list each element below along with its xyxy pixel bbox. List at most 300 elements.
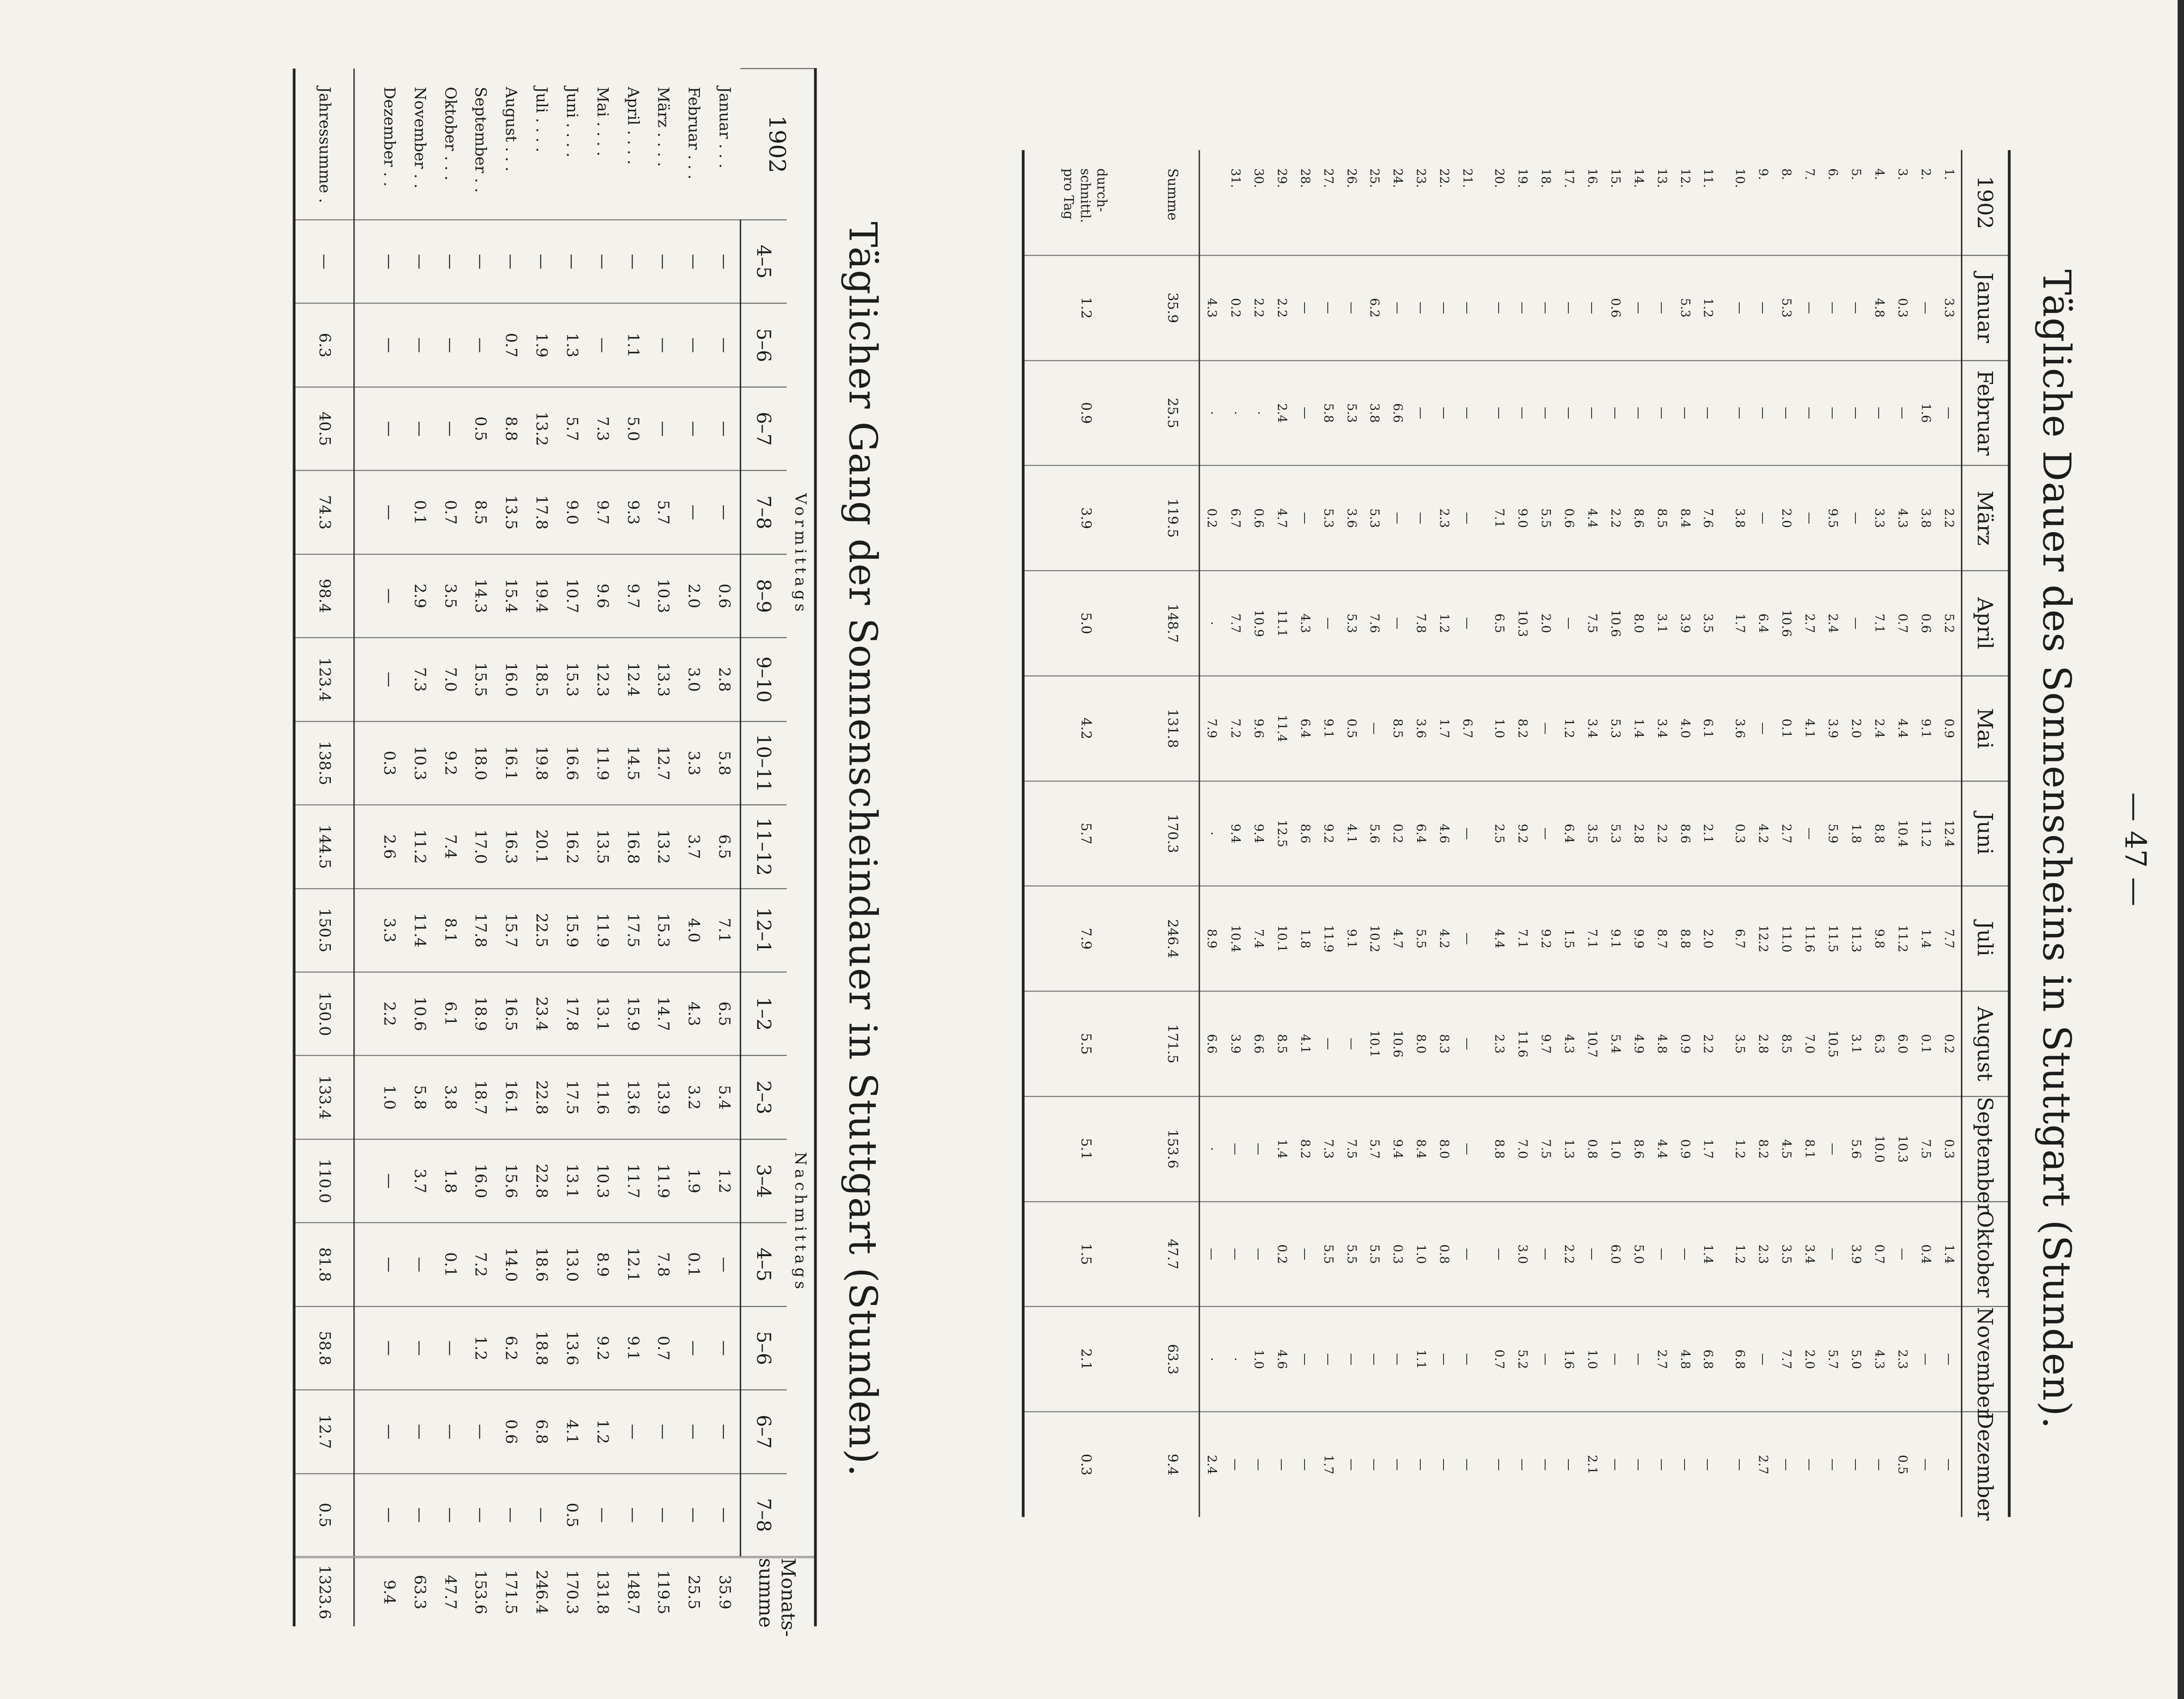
spacer-cell <box>1479 360 1488 466</box>
day-label: 20. <box>1492 168 1506 188</box>
value-cell: 20.1 <box>526 805 557 888</box>
value-cell: — <box>1557 255 1580 360</box>
monthly-sum-cell: 47.7 <box>435 1557 466 1627</box>
value-cell: — <box>1386 1307 1409 1412</box>
value-cell: 8.5 <box>1270 991 1293 1097</box>
value-cell: — <box>1627 1307 1650 1412</box>
value-cell: 8.6 <box>1293 781 1316 886</box>
value-cell: 1.0 <box>1603 1096 1627 1201</box>
value-cell: 4.2 <box>1752 781 1775 886</box>
day-label: 31. <box>1228 168 1243 188</box>
value-cell: — <box>1844 1412 1867 1517</box>
value-cell: 7.1 <box>709 888 740 972</box>
value-cell: 4.1 <box>1798 676 1821 781</box>
table-row <box>1603 150 1627 1517</box>
annual-total-cell: 110.0 <box>294 1139 355 1222</box>
value-cell: 3.5 <box>435 554 466 637</box>
value-cell: 8.0 <box>1433 1096 1456 1201</box>
value-cell: — <box>1867 1412 1891 1517</box>
value-cell: 11.9 <box>1316 886 1340 991</box>
value-cell: 13.0 <box>557 1223 587 1306</box>
value-cell: 5.3 <box>1603 676 1627 781</box>
month-label: Juni . . . . <box>563 87 581 158</box>
value-cell: 8.5 <box>1775 991 1798 1097</box>
value-cell: 7.7 <box>1775 1307 1798 1412</box>
value-cell: — <box>648 1473 678 1557</box>
value-cell: 11.4 <box>405 888 435 972</box>
value-cell: 22.8 <box>526 1139 557 1222</box>
value-cell: — <box>1937 1307 1962 1412</box>
value-cell: 2.3 <box>1891 1307 1914 1412</box>
value-cell: 9.6 <box>587 554 618 637</box>
day-label: 22. <box>1437 168 1451 188</box>
value-cell: — <box>1914 1412 1937 1517</box>
table-row <box>526 69 557 1627</box>
value-cell: 5.3 <box>1316 466 1340 571</box>
day-label: 24. <box>1390 168 1405 188</box>
value-cell: 7.7 <box>1937 886 1962 991</box>
value-cell: 7.4 <box>1247 886 1270 991</box>
table-row <box>1696 150 1720 1517</box>
value-cell: — <box>709 1223 740 1306</box>
value-cell: — <box>1534 1201 1557 1307</box>
value-cell: 15.4 <box>496 554 526 637</box>
value-cell: — <box>435 303 466 387</box>
spacer-cell <box>1479 255 1488 360</box>
value-cell: 15.9 <box>618 972 648 1055</box>
hour-header: 4–5 <box>740 220 787 303</box>
value-cell: 1.4 <box>1270 1096 1293 1201</box>
value-cell: 13.9 <box>648 1056 678 1139</box>
value-cell: 0.2 <box>1199 466 1224 571</box>
spacer-row <box>1479 150 1488 1517</box>
value-cell: 16.3 <box>496 805 526 888</box>
value-cell: 0.1 <box>1775 676 1798 781</box>
value-cell: 8.0 <box>1409 991 1433 1097</box>
spacer-cell <box>1720 255 1728 360</box>
average-cell: 0.3 <box>1023 1412 1146 1517</box>
value-cell: 9.7 <box>618 554 648 637</box>
table-row <box>1456 150 1479 1517</box>
table-row <box>1650 150 1673 1517</box>
value-cell: — <box>1293 1201 1316 1307</box>
table-row <box>709 69 740 1627</box>
value-cell: 2.7 <box>1650 1307 1673 1412</box>
value-cell: 16.6 <box>557 721 587 805</box>
value-cell: 10.7 <box>1580 991 1603 1097</box>
value-cell: — <box>1557 571 1580 676</box>
hour-header: 6–7 <box>740 1390 787 1473</box>
sum-cell: 119.5 <box>1146 466 1199 571</box>
average-cell: 1.2 <box>1023 255 1146 360</box>
table-row <box>374 69 405 1627</box>
value-cell: 4.1 <box>1340 781 1363 886</box>
value-cell: 10.5 <box>1821 991 1845 1097</box>
value-cell: 2.2 <box>1603 466 1627 571</box>
value-cell: 5.3 <box>1603 781 1627 886</box>
value-cell: — <box>1386 1412 1409 1517</box>
value-cell: 9.2 <box>1534 886 1557 991</box>
value-cell: — <box>1673 360 1696 466</box>
month-header: Oktober <box>1962 1201 2009 1307</box>
month-header: März <box>1962 466 2009 571</box>
monthly-sum-cell: 131.8 <box>587 1557 618 1627</box>
value-cell: — <box>1433 1307 1456 1412</box>
value-cell: 3.6 <box>1409 676 1433 781</box>
value-cell: 3.3 <box>374 888 405 972</box>
average-label-line: pro Tag <box>1061 168 1077 220</box>
spacer-cell <box>354 471 374 554</box>
value-cell: — <box>1386 466 1409 571</box>
spacer-cell <box>354 721 374 805</box>
value-cell: 11.6 <box>1511 991 1534 1097</box>
hour-header: 4–5 <box>740 1223 787 1306</box>
value-cell: 7.0 <box>435 638 466 721</box>
value-cell: 3.7 <box>405 1139 435 1222</box>
value-cell: 4.6 <box>1433 781 1456 886</box>
value-cell: 5.3 <box>1673 255 1696 360</box>
value-cell: 2.7 <box>1775 781 1798 886</box>
value-cell: · <box>1199 360 1224 466</box>
value-cell: — <box>618 1390 648 1473</box>
value-cell: 4.3 <box>678 972 709 1055</box>
value-cell: — <box>435 387 466 470</box>
value-cell: 11.3 <box>1844 886 1867 991</box>
annual-total-cell: 150.0 <box>294 972 355 1055</box>
value-cell: 7.4 <box>435 805 466 888</box>
monthly-sum-cell: 63.3 <box>405 1557 435 1627</box>
value-cell: — <box>526 1473 557 1557</box>
value-cell: — <box>1728 255 1752 360</box>
value-cell: — <box>405 1223 435 1306</box>
value-cell: 4.7 <box>1270 466 1293 571</box>
value-cell: — <box>374 1139 405 1222</box>
day-label: 15. <box>1608 168 1623 188</box>
value-cell: 10.3 <box>1891 1096 1914 1201</box>
value-cell: 9.1 <box>618 1306 648 1390</box>
value-cell: — <box>1891 1201 1914 1307</box>
table-row <box>1488 150 1511 1517</box>
spacer-cell <box>1479 886 1488 991</box>
value-cell: · <box>1247 360 1270 466</box>
month-label: März . . . . <box>654 87 673 167</box>
value-cell: — <box>1456 255 1479 360</box>
value-cell: — <box>374 1306 405 1390</box>
value-cell: 1.9 <box>678 1139 709 1222</box>
value-cell: — <box>1937 1412 1962 1517</box>
value-cell: 4.8 <box>1673 1307 1696 1412</box>
value-cell: 0.9 <box>1673 1096 1696 1201</box>
value-cell: 8.6 <box>1673 781 1696 886</box>
value-cell: — <box>1316 255 1340 360</box>
value-cell: 9.7 <box>1534 991 1557 1097</box>
value-cell: 5.3 <box>1775 255 1798 360</box>
spacer-cell <box>354 1390 374 1473</box>
value-cell: — <box>1580 1201 1603 1307</box>
sum-cell: 131.8 <box>1146 676 1199 781</box>
value-cell: — <box>1580 360 1603 466</box>
hour-header: 5–6 <box>740 1306 787 1390</box>
value-cell: — <box>1433 360 1456 466</box>
value-cell: 5.0 <box>1627 1201 1650 1307</box>
value-cell: 14.0 <box>496 1223 526 1306</box>
spacer-cell <box>1720 150 1728 256</box>
spacer-cell <box>1720 1307 1728 1412</box>
spacer-cell <box>1720 466 1728 571</box>
value-cell: 14.3 <box>465 554 496 637</box>
value-cell: 2.0 <box>1798 1307 1821 1412</box>
average-row <box>1023 150 1146 1517</box>
average-cell: 3.9 <box>1023 466 1146 571</box>
value-cell: 7.1 <box>1580 886 1603 991</box>
value-cell: 0.5 <box>1891 1412 1914 1517</box>
table-row <box>1914 150 1937 1517</box>
value-cell: 8.9 <box>1199 886 1224 991</box>
value-cell: — <box>618 1473 648 1557</box>
value-cell: 3.6 <box>1728 676 1752 781</box>
value-cell: — <box>1557 360 1580 466</box>
value-cell: 11.6 <box>587 1056 618 1139</box>
value-cell: — <box>1775 360 1798 466</box>
value-cell: 7.2 <box>1223 676 1247 781</box>
spacer-row <box>354 69 374 1627</box>
value-cell: 1.5 <box>1557 886 1580 991</box>
value-cell: 8.7 <box>1650 886 1673 991</box>
day-label: 1. <box>1942 168 1956 180</box>
value-cell: — <box>374 220 405 303</box>
month-header: April <box>1962 571 2009 676</box>
value-cell: — <box>709 1390 740 1473</box>
value-cell: 9.0 <box>1511 466 1534 571</box>
table-row <box>465 69 496 1627</box>
value-cell: 8.6 <box>1627 1096 1650 1201</box>
value-cell: 7.5 <box>1534 1096 1557 1201</box>
day-label: 12. <box>1678 168 1692 188</box>
value-cell: 9.7 <box>587 471 618 554</box>
value-cell: 3.1 <box>1650 571 1673 676</box>
table-row <box>1363 150 1386 1517</box>
value-cell: 5.5 <box>1409 886 1433 991</box>
value-cell: 9.4 <box>1386 1096 1409 1201</box>
value-cell: 4.3 <box>1891 466 1914 571</box>
value-cell: 23.4 <box>526 972 557 1055</box>
spacer-cell <box>354 69 374 220</box>
value-cell: 13.2 <box>526 387 557 470</box>
value-cell: — <box>1340 1307 1363 1412</box>
value-cell: 5.3 <box>1363 466 1386 571</box>
month-header: Juli <box>1962 886 2009 991</box>
value-cell: — <box>405 387 435 470</box>
spacer-cell <box>354 303 374 387</box>
value-cell: 17.5 <box>557 1056 587 1139</box>
value-cell: 0.5 <box>1340 676 1363 781</box>
value-cell: — <box>1696 1412 1720 1517</box>
value-cell: — <box>1386 571 1409 676</box>
sum-cell: 9.4 <box>1146 1412 1199 1517</box>
value-cell: 8.8 <box>1673 886 1696 991</box>
sum-cell: 171.5 <box>1146 991 1199 1097</box>
value-cell: 0.1 <box>678 1223 709 1306</box>
spacer-cell <box>1479 1096 1488 1201</box>
value-cell: — <box>374 471 405 554</box>
value-cell: 10.3 <box>1511 571 1534 676</box>
value-cell: — <box>496 220 526 303</box>
value-cell: — <box>1488 1201 1511 1307</box>
value-cell: — <box>1293 1412 1316 1517</box>
value-cell: — <box>374 387 405 470</box>
day-label <box>1199 150 1224 256</box>
value-cell: 12.1 <box>618 1223 648 1306</box>
value-cell: 9.5 <box>1821 466 1845 571</box>
value-cell: 0.7 <box>1891 571 1914 676</box>
page-number: — 47 — <box>2118 792 2152 907</box>
spacer-cell <box>354 805 374 888</box>
day-label: 6. <box>1825 168 1840 180</box>
day-label: 4. <box>1872 168 1886 180</box>
value-cell: 1.6 <box>1914 360 1937 466</box>
value-cell: 6.4 <box>1409 781 1433 886</box>
value-cell: 5.5 <box>1534 466 1557 571</box>
sum-label: Summe <box>1146 150 1199 256</box>
value-cell: 0.1 <box>405 471 435 554</box>
value-cell: — <box>587 1473 618 1557</box>
spacer-cell <box>1479 676 1488 781</box>
spacer-cell <box>1479 571 1488 676</box>
value-cell: 0.2 <box>1223 255 1247 360</box>
sum-cell: 35.9 <box>1146 255 1199 360</box>
value-cell: — <box>648 220 678 303</box>
spacer-cell <box>354 972 374 1055</box>
spacer-cell <box>354 220 374 303</box>
value-cell: — <box>1488 255 1511 360</box>
value-cell: 18.7 <box>465 1056 496 1139</box>
value-cell: — <box>1409 255 1433 360</box>
spacer-cell <box>1479 1201 1488 1307</box>
value-cell: — <box>1650 1201 1673 1307</box>
value-cell: 5.0 <box>618 387 648 470</box>
month-header: Januar <box>1962 255 2009 360</box>
value-cell: 3.9 <box>1821 676 1845 781</box>
spacer-cell <box>354 638 374 721</box>
month-label: August . . . <box>502 87 520 172</box>
value-cell: — <box>678 303 709 387</box>
value-cell: 3.5 <box>1775 1201 1798 1307</box>
value-cell: — <box>1386 255 1409 360</box>
value-cell: 6.5 <box>709 972 740 1055</box>
value-cell: 6.0 <box>1603 1201 1627 1307</box>
value-cell: 7.5 <box>1580 571 1603 676</box>
value-cell: 9.2 <box>587 1306 618 1390</box>
table-row <box>648 69 678 1627</box>
value-cell: · <box>1199 781 1224 886</box>
value-cell: 1.2 <box>1557 676 1580 781</box>
value-cell: 4.3 <box>1293 571 1316 676</box>
value-cell: — <box>405 303 435 387</box>
value-cell: 4.4 <box>1580 466 1603 571</box>
value-cell: — <box>1488 360 1511 466</box>
value-cell: 8.8 <box>496 387 526 470</box>
spacer-cell <box>1720 571 1728 676</box>
value-cell: — <box>1456 1201 1479 1307</box>
value-cell: 15.9 <box>557 888 587 972</box>
value-cell: 3.9 <box>1223 991 1247 1097</box>
value-cell: — <box>1456 1307 1479 1412</box>
value-cell: 7.6 <box>1696 466 1720 571</box>
value-cell: — <box>1534 1307 1557 1412</box>
value-cell: — <box>1844 466 1867 571</box>
annual-total-cell: 133.4 <box>294 1056 355 1139</box>
annual-total-cell: 12.7 <box>294 1390 355 1473</box>
value-cell: 10.1 <box>1363 991 1386 1097</box>
annual-total-row <box>294 69 355 1627</box>
value-cell: · <box>1223 1307 1247 1412</box>
value-cell: 0.7 <box>1488 1307 1511 1412</box>
value-cell: — <box>709 1473 740 1557</box>
value-cell: 5.8 <box>709 721 740 805</box>
spacer-cell <box>354 1139 374 1222</box>
value-cell: — <box>465 220 496 303</box>
value-cell: — <box>1456 781 1479 886</box>
value-cell: 4.3 <box>1867 1307 1891 1412</box>
value-cell: — <box>435 1390 466 1473</box>
value-cell: 11.2 <box>405 805 435 888</box>
value-cell: 16.5 <box>496 972 526 1055</box>
value-cell: — <box>648 387 678 470</box>
value-cell: 3.3 <box>1867 466 1891 571</box>
value-cell: 8.4 <box>1673 466 1696 571</box>
value-cell: 0.6 <box>496 1390 526 1473</box>
value-cell: 13.5 <box>496 471 526 554</box>
day-label: 29. <box>1274 168 1289 188</box>
value-cell: 11.9 <box>587 888 618 972</box>
value-cell: 2.4 <box>1199 1412 1224 1517</box>
value-cell: 12.4 <box>618 638 648 721</box>
table-row <box>1223 150 1247 1517</box>
value-cell: — <box>1293 466 1316 571</box>
hour-header-row <box>740 69 787 1627</box>
spacer-cell <box>354 554 374 637</box>
value-cell: — <box>1937 360 1962 466</box>
value-cell: 0.2 <box>1386 781 1409 886</box>
value-cell: 5.4 <box>709 1056 740 1139</box>
value-cell: 1.0 <box>1488 676 1511 781</box>
table-row <box>1316 150 1340 1517</box>
value-cell: 4.8 <box>1867 255 1891 360</box>
spacer-cell <box>1479 781 1488 886</box>
nachmittags-header: Nachmittags <box>791 1152 810 1293</box>
value-cell: 1.2 <box>465 1306 496 1390</box>
value-cell: 0.1 <box>1914 991 1937 1097</box>
value-cell: 3.9 <box>1673 571 1696 676</box>
day-label: 30. <box>1251 168 1266 188</box>
hourly-body <box>294 69 741 1627</box>
value-cell: · <box>1199 1307 1224 1412</box>
value-cell: — <box>435 1306 466 1390</box>
value-cell: 9.2 <box>1511 781 1534 886</box>
day-label: 17. <box>1562 168 1576 188</box>
value-cell: 0.7 <box>435 471 466 554</box>
value-cell: 10.6 <box>1386 991 1409 1097</box>
value-cell: 15.7 <box>496 888 526 972</box>
hour-header: 7–8 <box>740 471 787 554</box>
value-cell: 22.8 <box>526 1056 557 1139</box>
value-cell: 10.4 <box>1223 886 1247 991</box>
value-cell: — <box>1534 360 1557 466</box>
hour-header: 3–4 <box>740 1139 787 1222</box>
value-cell: — <box>1673 1412 1696 1517</box>
value-cell: 2.0 <box>1775 466 1798 571</box>
value-cell: 1.7 <box>1316 1412 1340 1517</box>
